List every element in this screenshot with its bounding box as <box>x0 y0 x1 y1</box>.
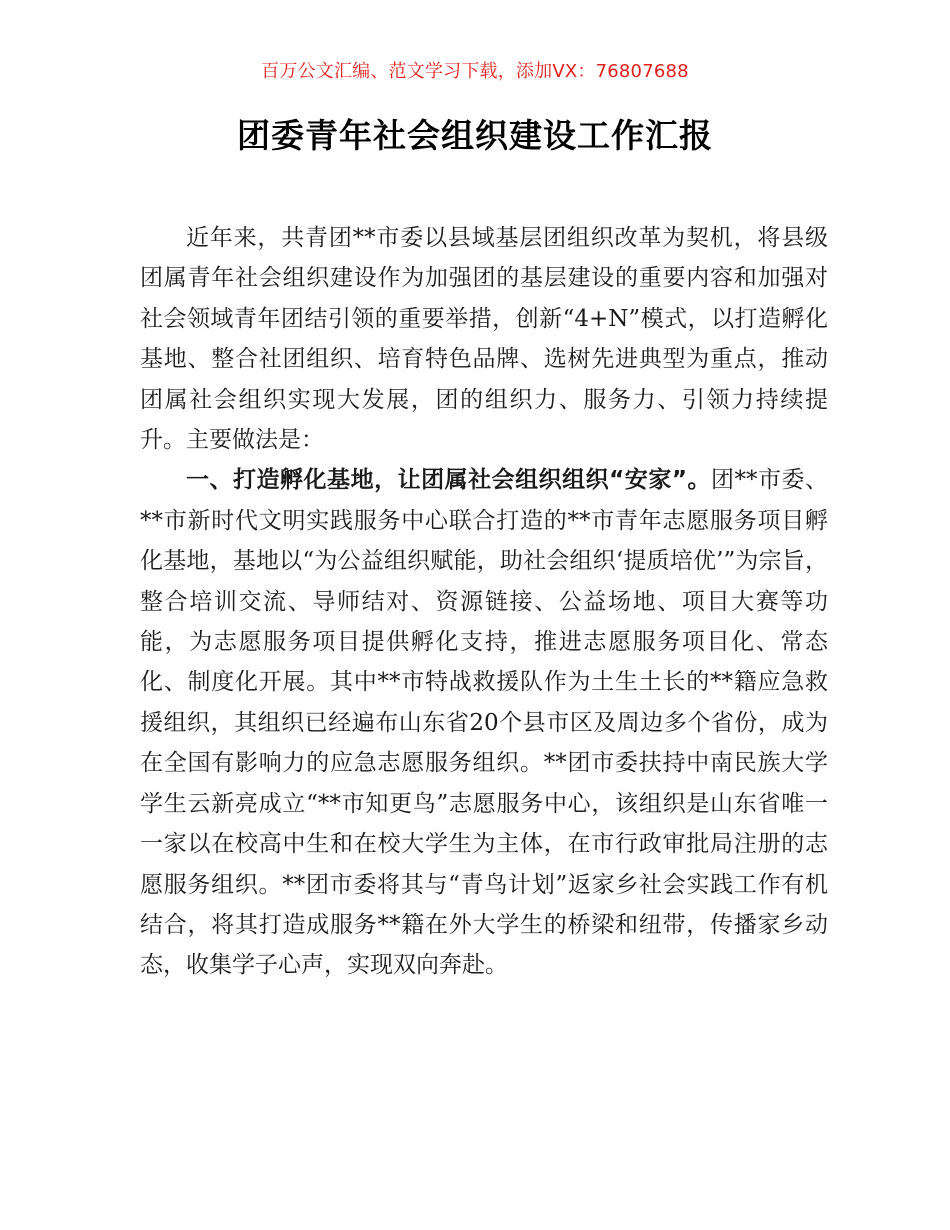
paragraph-intro <box>140 218 828 460</box>
section-heading: 一、打造孵化基地，让团属社会组织组织“安家”。 <box>186 467 711 494</box>
paragraph-section-1 <box>140 460 828 985</box>
document-title: 团委青年社会组织建设工作汇报 <box>237 116 713 155</box>
document-body <box>140 218 828 986</box>
paragraph-text: 团**市委、**市新时代文明实践服务中心联合打造的**市青年志愿服务项目孵化基地，基地以“为公益组织赋能，助社会组织‘提质培优’”为宗旨，整合培训交流、导师结对、资源链接、公益场地、项目大赛等功能，为志愿服务项目提供孵化支持，推进志愿服务项目化、常态化、制度化开展。其中**市特战救援队作为土生土长的**籍应急救援组织，其组织已经遍布山东省20个县市区及周边多个省份，成为在全国有影响力的应急志愿服务组织。**团市委扶持中南民族大学学生云新亮成立“**市知更鸟”志愿服务中心，该组织是山东省唯一一家以在校高中生和在校大学生为主体，在市行政审批局注册的志愿服务组织。**团市委将其与“青鸟计划”返家乡社会实践工作有机结合，将其打造成服务**籍在外大学生的桥梁和纽带，传播家乡动态，收集学子心声，实现双向奔赴。 <box>140 467 829 979</box>
header-banner: 百万公文汇编、范文学习下载，添加VX：76807688 <box>261 61 689 82</box>
paragraph-text: 近年来，共青团**市委以县域基层团组织改革为契机，将县级团属青年社会组织建设作为加强团的基层建设的重要内容和加强对社会领域青年团结引领的重要举措，创新“4+N”模式，以打造孵化基地、整合社团组织、培育特色品牌、选树先进典型为重点，推动团属社会组织实现大发展，团的组织力、服务力、引领力持续提升。主要做法是： <box>140 225 828 454</box>
